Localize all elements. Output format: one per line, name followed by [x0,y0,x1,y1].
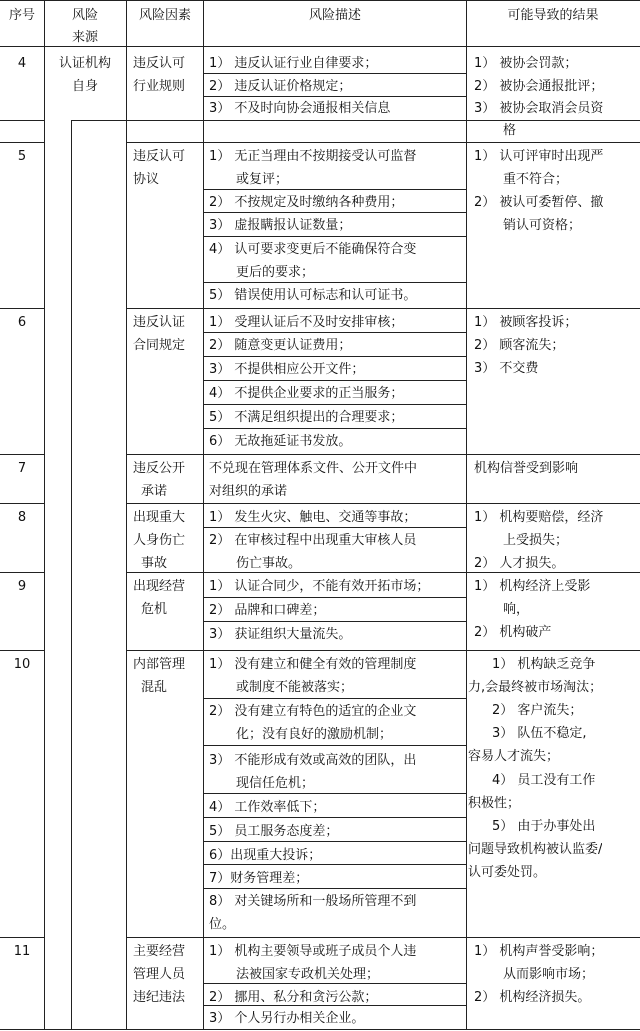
table-border [203,745,466,746]
risk-description-item: 1） 受理认证后不及时安排审核； [209,315,404,330]
risk-description-item: 2） 没有建立有特色的适宜的企业文 [209,704,417,719]
risk-description-item: 或复评； [236,172,289,187]
risk-result-item: 1） 机构经济上受影 [474,579,591,594]
row-number: 10 [13,657,31,672]
table-border [126,572,640,573]
risk-factor: 混乱 [141,680,168,695]
table-border [0,937,44,938]
risk-result-item: 2） 被认可委暂停、撤 [474,195,604,210]
risk-result-item: 2） 人才损失。 [474,556,565,571]
risk-result-item: 1） 机构声誉受影响； [474,944,604,959]
header-result: 可能导致的结果 [507,8,599,23]
risk-factor: 违反公开 [133,461,186,476]
table-border [203,793,466,794]
risk-result-item: 重不符合； [503,172,569,187]
risk-description-item: 化；没有良好的激励机制； [236,727,393,742]
risk-description-item: 8） 对关键场所和一般场所管理不到 [209,894,417,909]
table-border [0,572,44,573]
table-border [203,888,466,889]
risk-result-item: 从而影响市场； [503,967,595,982]
risk-factor: 协议 [133,172,160,187]
risk-factor: 违纪违法 [133,990,186,1005]
risk-description-item: 2） 随意变更认证费用； [209,338,352,353]
risk-result-item: 力,会最终被市场淘汰； [468,680,603,695]
table-border [0,0,640,1]
risk-result-item: 4） 员工没有工作 [492,773,596,788]
risk-result-item: 1） 机构缺乏竞争 [492,657,596,672]
risk-result-item: 1） 机构要赔偿，经济 [474,510,604,525]
risk-factor: 出现经营 [133,579,186,594]
risk-description-item: 5） 员工服务态度差； [209,824,339,839]
row-number: 6 [17,315,27,330]
risk-factor: 合同规定 [133,338,186,353]
table-border [44,0,45,1030]
table-border [466,0,467,1030]
table-border [203,212,466,213]
table-border [126,454,640,455]
risk-description-item: 伤亡事故。 [236,556,302,571]
risk-result-item: 问题导致机构被认监委/ [468,842,603,857]
risk-result-item: 2） 机构破产 [474,625,552,640]
risk-description-item: 或制度不能被落实； [236,680,354,695]
table-border [71,120,72,1030]
table-border [203,236,466,237]
risk-source: 自身 [71,79,98,94]
header-source: 来源 [71,30,98,45]
table-border [203,404,466,405]
table-border [203,428,466,429]
risk-description-item: 5） 错误使用认可标志和认可证书。 [209,288,417,303]
table-border [203,0,204,1030]
header-source: 风险 [71,8,98,23]
risk-result-item: 销认可资格； [503,218,582,233]
risk-factor: 违反认可 [133,56,186,71]
table-border [126,937,640,938]
risk-factor: 主要经营 [133,944,186,959]
table-border [203,983,466,984]
row-number: 9 [17,579,27,594]
risk-factor: 事故 [141,556,168,571]
table-border [203,73,466,74]
table-border [0,120,44,121]
risk-result-item: 积极性； [468,796,521,811]
table-border [0,454,44,455]
risk-description-item: 6） 无故拖延证书发放。 [209,434,352,449]
table-border [203,527,466,528]
risk-description-item: 1） 发生火灾、触电、交通等事故； [209,510,417,525]
table-border [203,332,466,333]
risk-description-item: 1） 机构主要领导或班子成员个人违 [209,944,417,959]
row-number: 5 [17,149,27,164]
risk-description-item: 2） 品牌和口碑差； [209,603,326,618]
risk-description-item: 现信任危机； [236,776,315,791]
risk-factor: 承诺 [141,484,168,499]
table-border [0,46,640,47]
risk-result-item: 上受损失； [503,533,569,548]
risk-source: 认证机构 [58,56,111,71]
risk-result-item: 机构信誉受到影响 [474,461,579,476]
header-description: 风险描述 [308,8,361,23]
table-border [203,841,466,842]
table-border [203,189,466,190]
risk-description-item: 6）出现重大投诉； [209,848,322,863]
risk-description-item: 2） 挪用、私分和贪污公款； [209,990,378,1005]
risk-result-item: 认可委处罚。 [468,865,547,880]
row-number: 11 [13,944,31,959]
risk-factor: 危机 [141,602,168,617]
table-border [203,621,466,622]
table-border [0,142,44,143]
risk-description-item: 更后的要求； [236,265,315,280]
row-number: 7 [17,461,27,476]
table-border [203,864,466,865]
risk-description-item: 3） 不提供相应公开文件； [209,362,365,377]
risk-description-item: 2） 在审核过程中出现重大审核人员 [209,533,417,548]
table-border [203,380,466,381]
header-no: 序号 [8,8,35,23]
risk-factor: 内部管理 [133,657,186,672]
table-border [203,817,466,818]
risk-description-item: 不兑现在管理体系文件、公开文件中 [209,461,418,476]
risk-result-item: 3） 被协会取消会员资 [474,101,604,116]
risk-result-item: 1） 被顾客投诉； [474,315,578,330]
table-border [126,650,640,651]
risk-result-item: 3） 不交费 [474,361,539,376]
table-border [126,0,127,1030]
row-number: 4 [17,56,27,71]
risk-result-item: 1） 认可评审时出现严 [474,149,604,164]
table-border [203,698,466,699]
risk-description-item: 3） 不能形成有效或高效的团队，出 [209,753,417,768]
risk-description-item: 3） 个人另行办相关企业。 [209,1011,365,1026]
risk-description-item: 4） 认可要求变更后不能确保符合变 [209,242,417,257]
table-border [126,308,640,309]
header-factor: 风险因素 [138,8,191,23]
risk-description-item: 位。 [209,917,236,932]
risk-result-item: 2） 被协会通报批评； [474,79,604,94]
risk-description-item: 3） 获证组织大量流失。 [209,627,352,642]
risk-result-item: 响， [503,602,530,617]
table-border [203,1005,466,1006]
risk-description-item: 5） 不满足组织提出的合理要求； [209,410,404,425]
risk-description-item: 7）财务管理差； [209,871,309,886]
risk-factor: 人身伤亡 [133,533,186,548]
risk-description-item: 4） 不提供企业要求的正当服务； [209,386,404,401]
risk-description-item: 2） 违反认证价格规定； [209,79,352,94]
risk-description-item: 1） 没有建立和健全有效的管理制度 [209,657,417,672]
risk-factor: 违反认证 [133,315,186,330]
risk-result-item: 2） 客户流失； [492,703,583,718]
risk-result-item: 格 [503,123,517,138]
risk-result-item: 1） 被协会罚款； [474,56,578,71]
risk-factor: 出现重大 [133,510,186,525]
risk-result-item: 3） 队伍不稳定, [492,726,587,741]
risk-factor: 行业规则 [133,79,186,94]
risk-factor: 管理人员 [133,967,186,982]
table-border [203,282,466,283]
risk-result-item: 2） 顾客流失； [474,338,565,353]
table-border [71,120,640,121]
risk-description-item: 1） 违反认证行业自律要求； [209,56,378,71]
risk-description-item: 对组织的承诺 [209,484,288,499]
risk-description-item: 2） 不按规定及时缴纳各种费用； [209,195,404,210]
risk-description-item: 法被国家专政机关处理； [236,967,380,982]
row-number: 8 [17,510,27,525]
table-border [203,356,466,357]
risk-description-item: 4） 工作效率低下； [209,800,326,815]
table-border [0,650,44,651]
risk-factor: 违反认可 [133,149,186,164]
risk-result-item: 容易人才流失； [468,749,560,764]
table-border [126,503,640,504]
risk-description-item: 1） 无正当理由不按期接受认可监督 [209,149,417,164]
risk-result-item: 2） 机构经济损失。 [474,990,591,1005]
risk-description-item: 1） 认证合同少，不能有效开拓市场； [209,579,430,594]
risk-result-item: 5） 由于办事处出 [492,819,596,834]
risk-description-item: 3） 虚报瞒报认证数量； [209,218,352,233]
table-border [0,503,44,504]
table-border [0,308,44,309]
table-border [203,96,466,97]
risk-description-item: 3） 不及时向协会通报相关信息 [209,101,391,116]
table-border [203,597,466,598]
table-border [126,142,640,143]
